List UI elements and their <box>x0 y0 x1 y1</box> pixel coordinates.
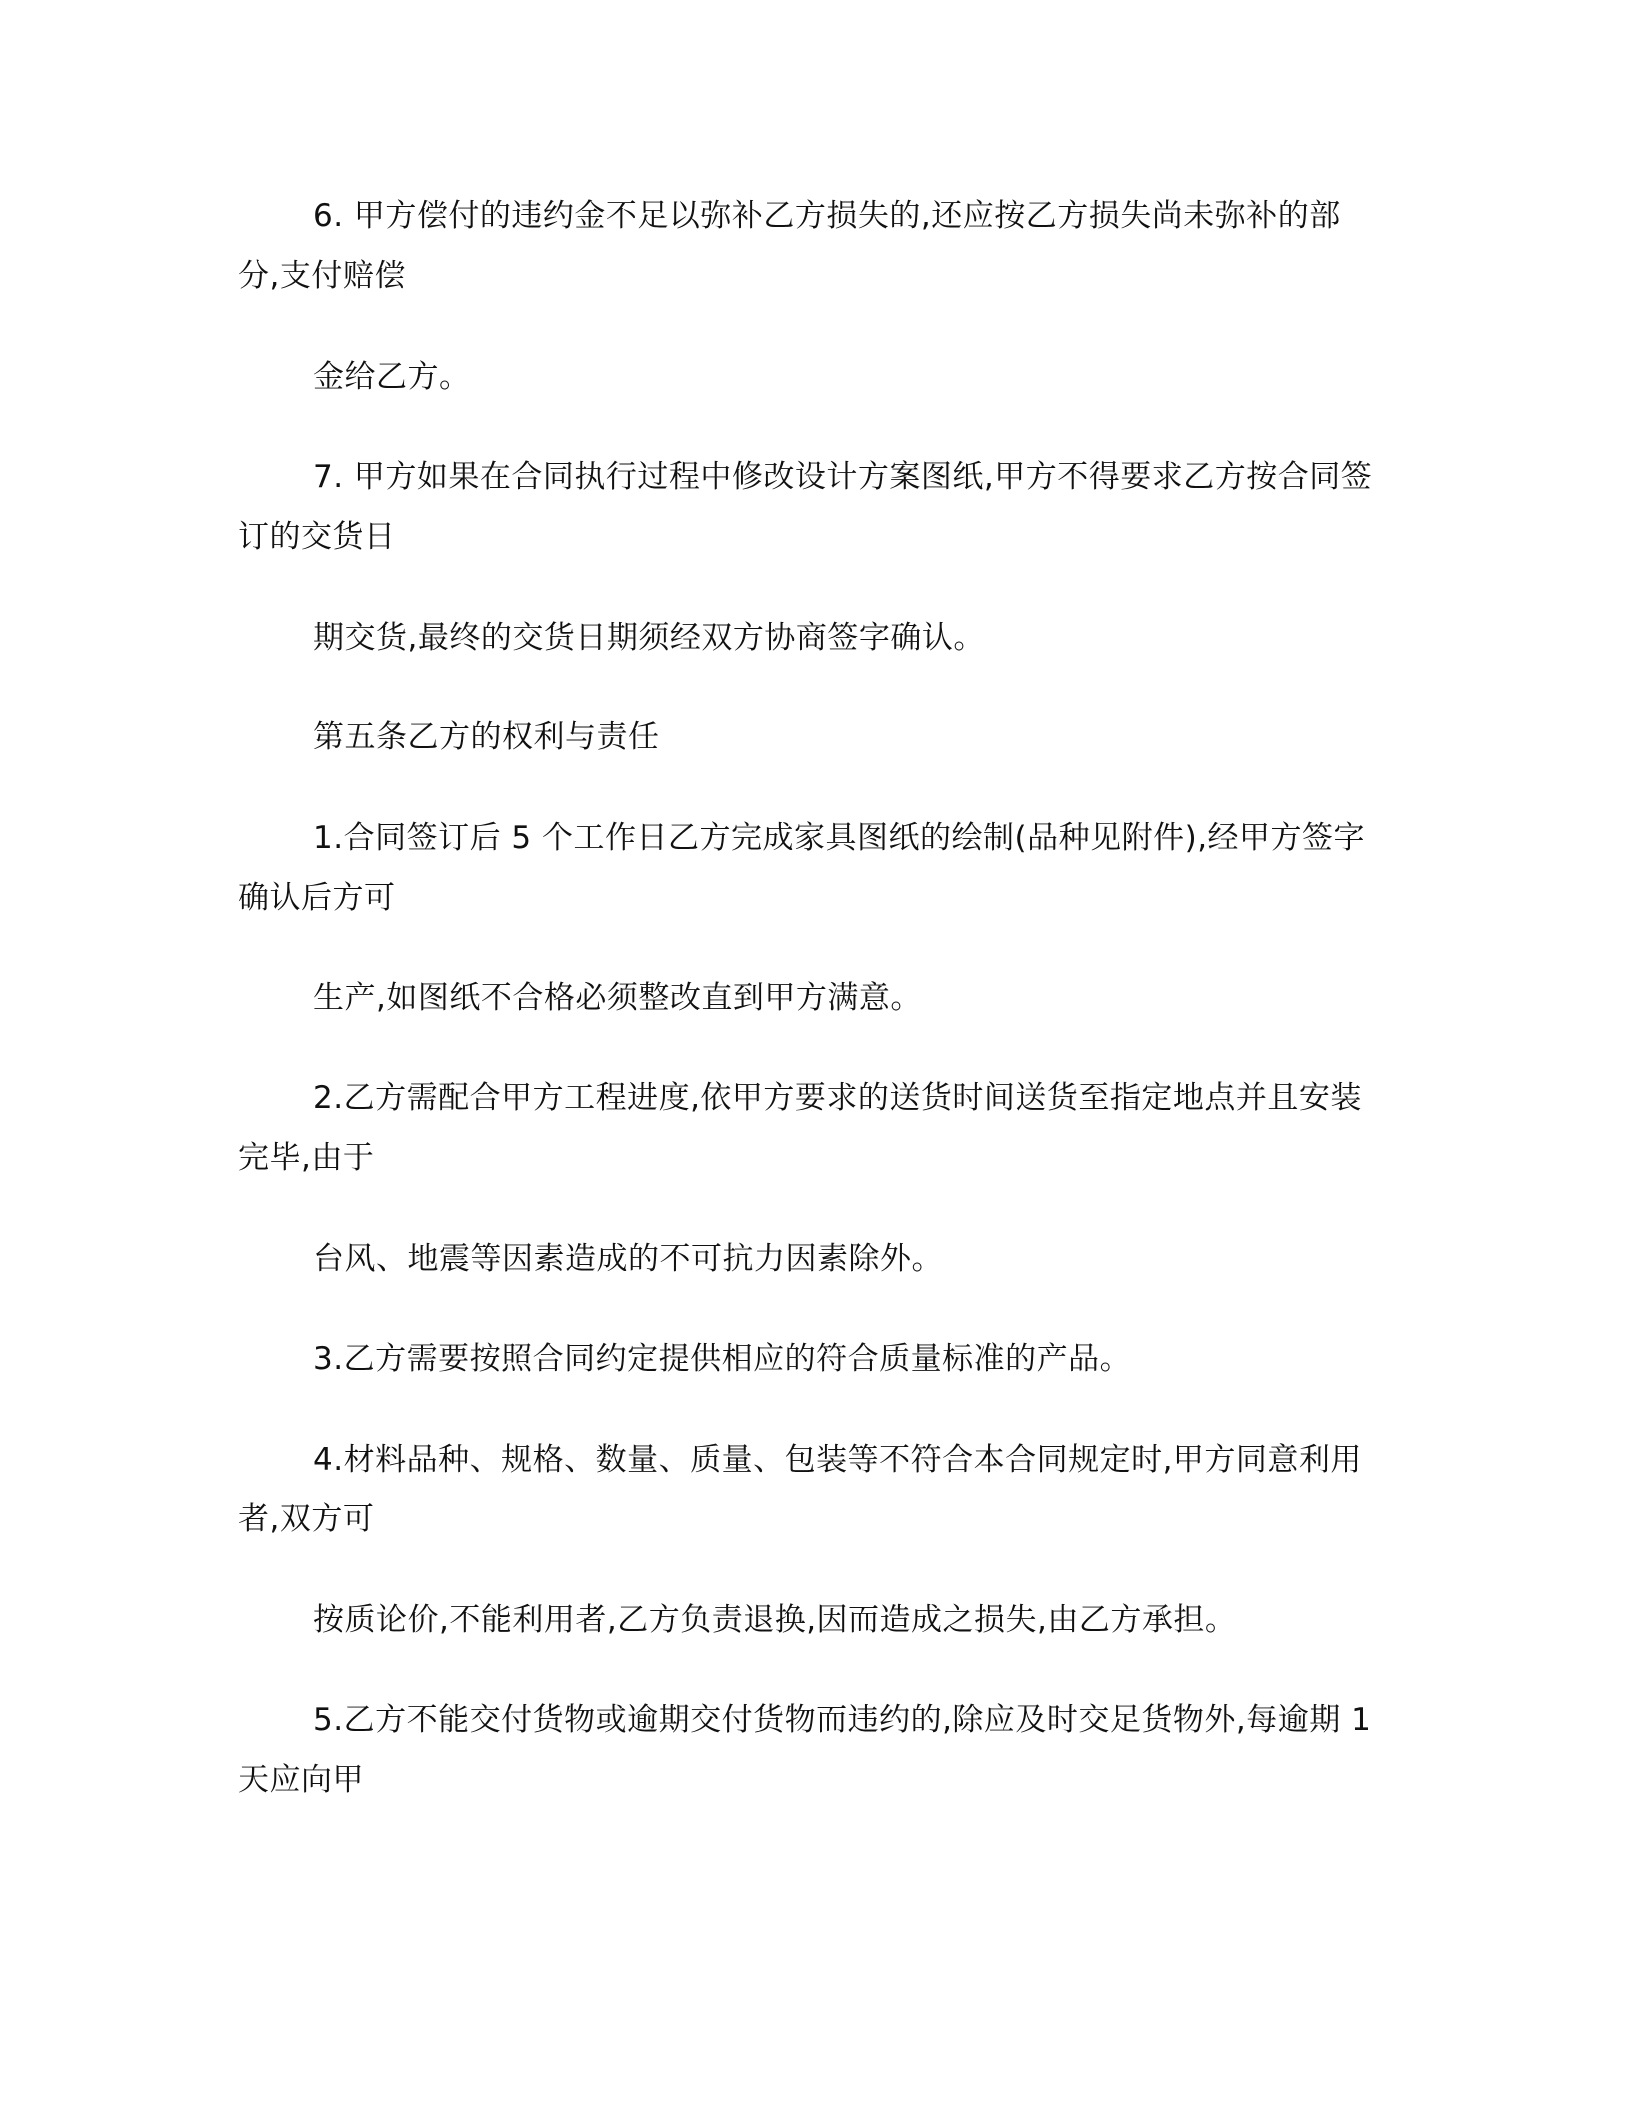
item-2-line-3: 台风、地震等因素造成的不可抗力因素除外。 <box>313 1241 943 1277</box>
clause-7-line-2: 订的交货日 <box>238 519 396 555</box>
item-5-line-1: 5.乙方不能交付货物或逾期交付货物而违约的,除应及时交足货物外,每逾期 1 <box>313 1702 1372 1738</box>
clause-6-line-2: 分,支付赔偿 <box>238 258 406 294</box>
item-4-line-2: 者,双方可 <box>238 1501 375 1537</box>
section-heading: 第五条乙方的权利与责任 <box>313 719 660 755</box>
item-2-line-2: 完毕,由于 <box>238 1140 375 1176</box>
item-4-line-1: 4.材料品种、规格、数量、质量、包装等不符合本合同规定时,甲方同意利用 <box>313 1442 1362 1478</box>
item-5-line-2: 天应向甲 <box>238 1762 364 1798</box>
item-1-line-2: 确认后方可 <box>238 880 396 916</box>
clause-7-line-3: 期交货,最终的交货日期须经双方协商签字确认。 <box>313 620 985 656</box>
item-2-line-1: 2.乙方需配合甲方工程进度,依甲方要求的送货时间送货至指定地点并且安装 <box>313 1080 1362 1116</box>
clause-7-line-1: 7. 甲方如果在合同执行过程中修改设计方案图纸,甲方不得要求乙方按合同签 <box>313 459 1373 495</box>
clause-6-line-3: 金给乙方。 <box>313 359 471 395</box>
item-1-line-3: 生产,如图纸不合格必须整改直到甲方满意。 <box>313 980 922 1016</box>
item-4-line-3: 按质论价,不能利用者,乙方负责退换,因而造成之损失,由乙方承担。 <box>313 1602 1237 1638</box>
item-3-line-1: 3.乙方需要按照合同约定提供相应的符合质量标准的产品。 <box>313 1341 1132 1377</box>
clause-6-line-1: 6. 甲方偿付的违约金不足以弥补乙方损失的,还应按乙方损失尚未弥补的部 <box>313 198 1341 234</box>
item-1-line-1: 1.合同签订后 5 个工作日乙方完成家具图纸的绘制(品种见附件),经甲方签字 <box>313 820 1366 856</box>
